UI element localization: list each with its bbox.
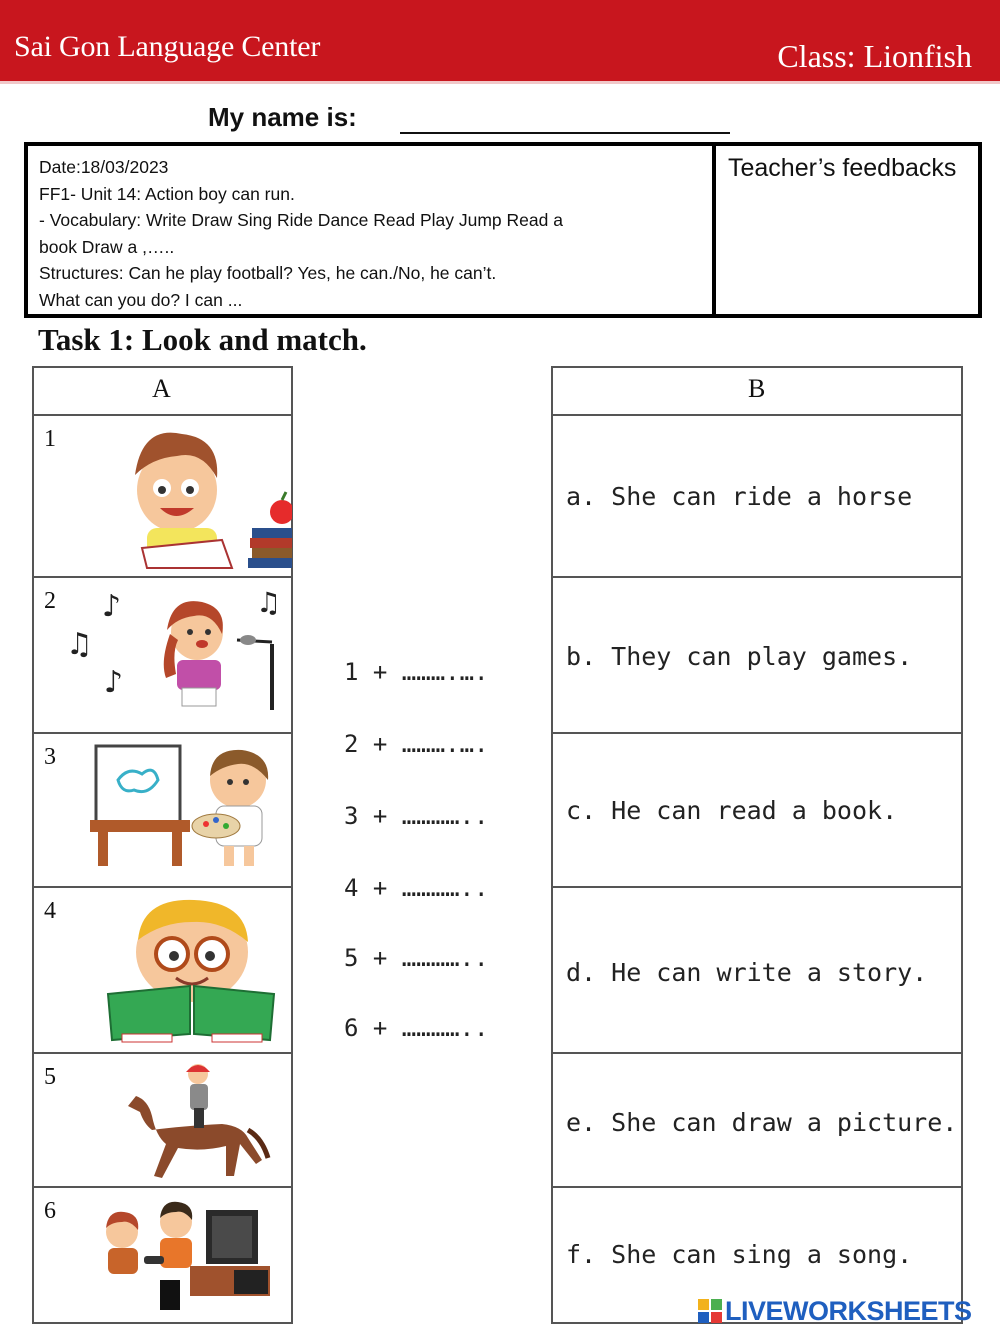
table-border — [32, 366, 293, 368]
horse-rider-icon — [122, 1060, 272, 1184]
answer-blank-3[interactable]: 3 + ………….. — [344, 802, 489, 830]
item-number: 1 — [44, 426, 56, 452]
info-vocabulary: - Vocabulary: Write Draw Sing Ride Dance Read Play Jump Read a — [39, 210, 563, 231]
row-divider — [551, 1052, 963, 1054]
answer-blank-2[interactable]: 2 + ……….…. — [344, 730, 489, 758]
row-divider — [32, 886, 293, 888]
feedback-label: Teacher’s feedbacks — [728, 154, 957, 182]
item-number: 4 — [44, 898, 56, 924]
column-a-header: A — [152, 374, 171, 403]
svg-text:♪: ♪ — [102, 589, 122, 624]
row-divider — [551, 886, 963, 888]
item-number: 2 — [44, 588, 56, 614]
row-divider — [551, 732, 963, 734]
boy-painting-icon — [88, 740, 288, 870]
lesson-info-box — [24, 142, 982, 318]
row-divider — [551, 414, 963, 416]
liveworksheets-watermark — [698, 1296, 972, 1326]
name-input-line[interactable] — [400, 132, 730, 134]
table-border — [32, 366, 34, 1324]
item-number: 5 — [44, 1064, 56, 1090]
row-divider — [32, 576, 293, 578]
sentence-a: a. She can ride a horse — [566, 482, 913, 511]
answer-blank-6[interactable]: 6 + ………….. — [344, 1014, 489, 1042]
sentence-d: d. He can write a story. — [566, 958, 928, 987]
row-divider — [32, 732, 293, 734]
info-date: Date:18/03/2023 — [39, 157, 169, 177]
info-structures: Structures: Can he play football? Yes, he can./No, he can’t. — [39, 263, 497, 284]
svg-text:♫: ♫ — [66, 627, 93, 662]
liveworksheets-logo-icon — [698, 1299, 722, 1323]
row-divider — [32, 1052, 293, 1054]
match-table — [32, 366, 963, 1324]
info-structures-cont: What can you do? I can ... — [39, 289, 243, 310]
kids-gaming-icon — [94, 1196, 284, 1316]
info-vocabulary-cont: book Draw a ,….. — [39, 236, 175, 257]
item-number: 3 — [44, 744, 56, 770]
item-number: 6 — [44, 1198, 56, 1224]
row-divider — [32, 1186, 293, 1188]
table-border — [961, 366, 963, 1324]
svg-text:♫: ♫ — [256, 586, 282, 619]
lesson-info — [28, 146, 716, 314]
sentence-b: b. They can play games. — [566, 642, 913, 671]
table-border — [32, 1322, 293, 1324]
boy-reading-icon — [102, 420, 292, 570]
answer-blank-4[interactable]: 4 + ………….. — [344, 874, 489, 902]
row-divider — [551, 1186, 963, 1188]
name-label: My name is: — [208, 102, 357, 132]
task-title: Task 1: Look and match. — [38, 322, 367, 357]
boy-with-book-icon — [102, 894, 282, 1044]
center-name: Sai Gon Language Center — [14, 30, 321, 63]
row-divider — [551, 576, 963, 578]
girl-singing-icon — [62, 582, 292, 712]
info-unit: FF1- Unit 14: Action boy can run. — [39, 183, 295, 204]
answer-blank-5[interactable]: 5 + ………….. — [344, 944, 489, 972]
teacher-feedback — [716, 146, 978, 314]
sentence-f: f. She can sing a song. — [566, 1240, 913, 1269]
row-divider — [32, 414, 293, 416]
answer-blank-1[interactable]: 1 + ……….…. — [344, 658, 489, 686]
column-b-header: B — [748, 374, 766, 403]
table-border — [551, 366, 553, 1324]
sentence-e: e. She can draw a picture. — [566, 1108, 958, 1137]
watermark-text: LIVEWORKSHEETS — [725, 1295, 972, 1326]
sentence-c: c. He can read a book. — [566, 796, 898, 825]
class-name: Class: Lionfish — [777, 38, 972, 74]
header-banner — [0, 0, 1000, 84]
table-border — [551, 366, 963, 368]
svg-text:♪: ♪ — [104, 665, 124, 700]
